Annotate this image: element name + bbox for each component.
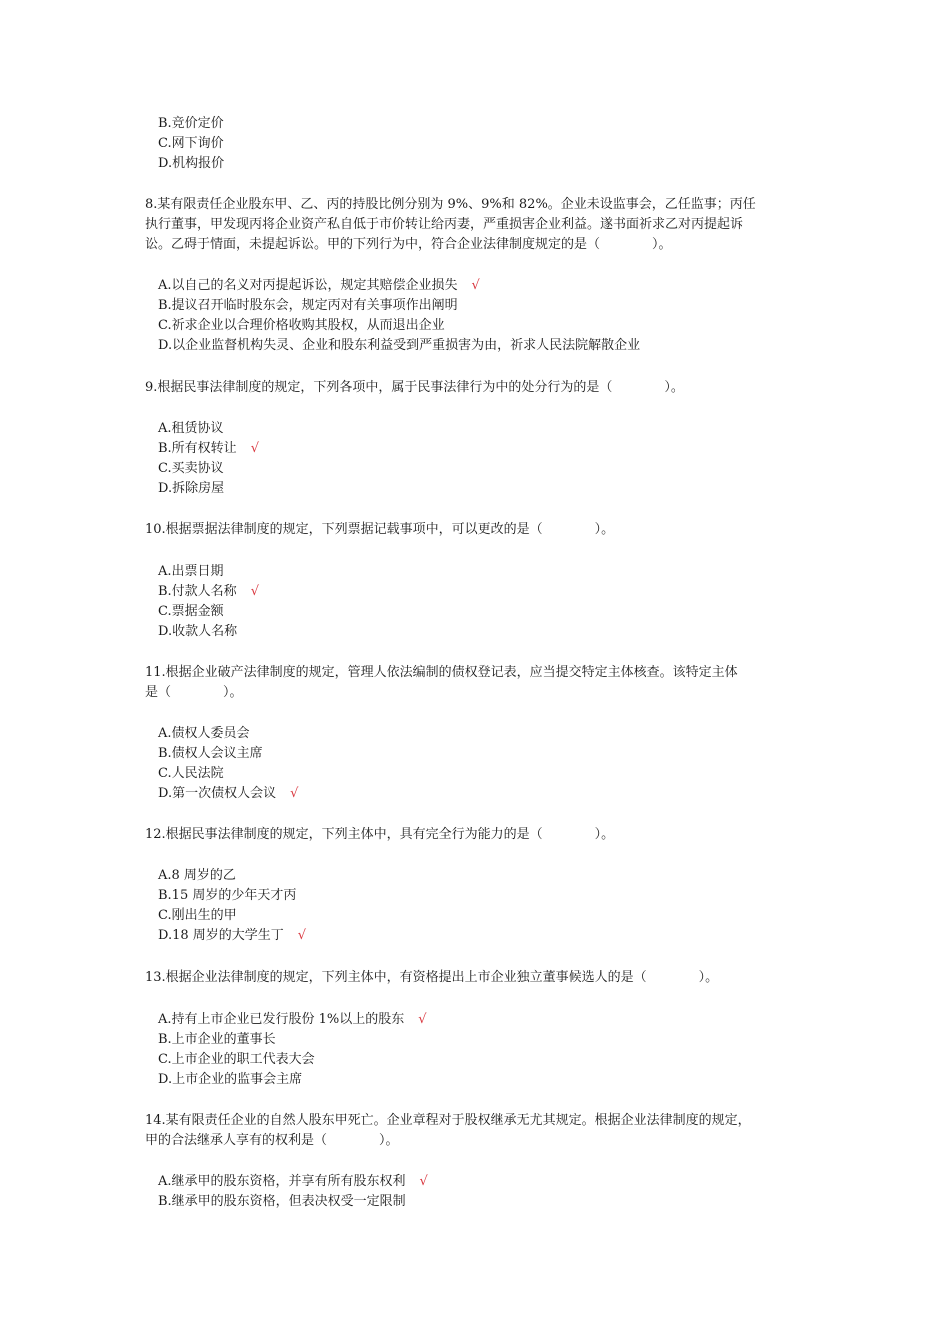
question-text: 8.某有限责任企业股东甲、乙、丙的持股比例分别为 9%、9%和 82%。企业未设监事会，乙任监事；丙任 (145, 197, 756, 212)
option-a: A.持有上市企业已发行股份 1%以上的股东 √ (158, 1012, 427, 1027)
question-14 (145, 1111, 810, 1151)
option-c: C.祈求企业以合理价格收购其股权，从而退出企业 (158, 318, 445, 333)
option-c: C.上市企业的职工代表大会 (158, 1052, 315, 1067)
correct-check-icon: √ (250, 441, 259, 456)
question-text: 执行董事，甲发现丙将企业资产私自低于市价转让给丙妻，严重损害企业利益。遂书面祈求乙对丙提起诉 (145, 217, 744, 232)
correct-check-icon: √ (297, 928, 307, 943)
question-13 (145, 968, 810, 988)
option-a: A.以自己的名义对丙提起诉讼，规定其赔偿企业损失 √ (158, 278, 480, 293)
option-b: B.15 周岁的少年天才丙 (158, 888, 297, 903)
question-13-options (145, 1010, 810, 1090)
question-text: 12.根据民事法律制度的规定，下列主体中，具有完全行为能力的是（ ）。 (145, 827, 615, 842)
option-d: D.拆除房屋 (158, 481, 225, 496)
question-11 (145, 663, 810, 703)
option-a: A.出票日期 (158, 564, 224, 579)
option-a: A.8 周岁的乙 (158, 868, 236, 883)
option: B.竞价定价 (158, 116, 224, 131)
correct-check-icon: √ (471, 278, 480, 293)
option-c: C.买卖协议 (158, 461, 224, 476)
question-text: 14.某有限责任企业的自然人股东甲死亡。企业章程对于股权继承无尤其规定。根据企业法律制度的规定， (145, 1113, 751, 1128)
correct-check-icon: √ (418, 1012, 427, 1027)
option: D.机构报价 (158, 156, 225, 171)
option-a: A.继承甲的股东资格，并享有所有股东权利 √ (158, 1174, 428, 1189)
option-b: B.所有权转让 √ (158, 441, 259, 456)
correct-check-icon: √ (250, 584, 259, 599)
question-11-options (145, 724, 810, 804)
option-b: B.继承甲的股东资格，但表决权受一定限制 (158, 1194, 406, 1209)
option-d: D.第一次债权人会议 √ (158, 786, 299, 801)
option-c: C.票据金额 (158, 604, 224, 619)
question-14-options (145, 1172, 810, 1212)
option: C.网下询价 (158, 136, 224, 151)
option-c: C.刚出生的甲 (158, 908, 237, 923)
question-12 (145, 825, 810, 845)
option-b: B.债权人会议主席 (158, 746, 263, 761)
question-12-options (145, 866, 810, 946)
option-b: B.提议召开临时股东会，规定丙对有关事项作出阐明 (158, 298, 458, 313)
option-a: A.债权人委员会 (158, 726, 250, 741)
option-b: B.付款人名称 √ (158, 584, 259, 599)
question-text: 9.根据民事法律制度的规定，下列各项中，属于民事法律行为中的处分行为的是（ ）。 (145, 380, 684, 395)
option-b: B.上市企业的董事长 (158, 1032, 276, 1047)
correct-check-icon: √ (290, 786, 299, 801)
question-text: 甲的合法继承人享有的权利是（ ）。 (145, 1133, 399, 1148)
question-8 (145, 195, 810, 255)
option-d: D.上市企业的监事会主席 (158, 1072, 303, 1087)
question-text: 是（ ）。 (145, 685, 243, 700)
question-text: 10.根据票据法律制度的规定，下列票据记载事项中，可以更改的是（ ）。 (145, 522, 615, 537)
question-9-options (145, 419, 810, 499)
question-text: 11.根据企业破产法律制度的规定，管理人依法编制的债权登记表，应当提交特定主体核查。该特定主体 (145, 665, 738, 680)
question-8-options (145, 276, 810, 356)
question-10 (145, 520, 810, 540)
option-a: A.租赁协议 (158, 421, 224, 436)
option-d: D.收款人名称 (158, 624, 238, 639)
question-10-options (145, 562, 810, 642)
question-text: 13.根据企业法律制度的规定，下列主体中，有资格提出上市企业独立董事候选人的是（ ）。 (145, 970, 719, 985)
option-c: C.人民法院 (158, 766, 224, 781)
option-d: D.以企业监督机构失灵、企业和股东利益受到严重损害为由，祈求人民法院解散企业 (158, 338, 641, 353)
continuation-options (145, 114, 810, 174)
option-d: D.18 周岁的大学生丁 √ (158, 928, 307, 943)
correct-check-icon: √ (419, 1174, 428, 1189)
question-9 (145, 378, 810, 398)
question-text: 讼。乙碍于情面，未提起诉讼。甲的下列行为中，符合企业法律制度规定的是（ ）。 (145, 237, 672, 252)
